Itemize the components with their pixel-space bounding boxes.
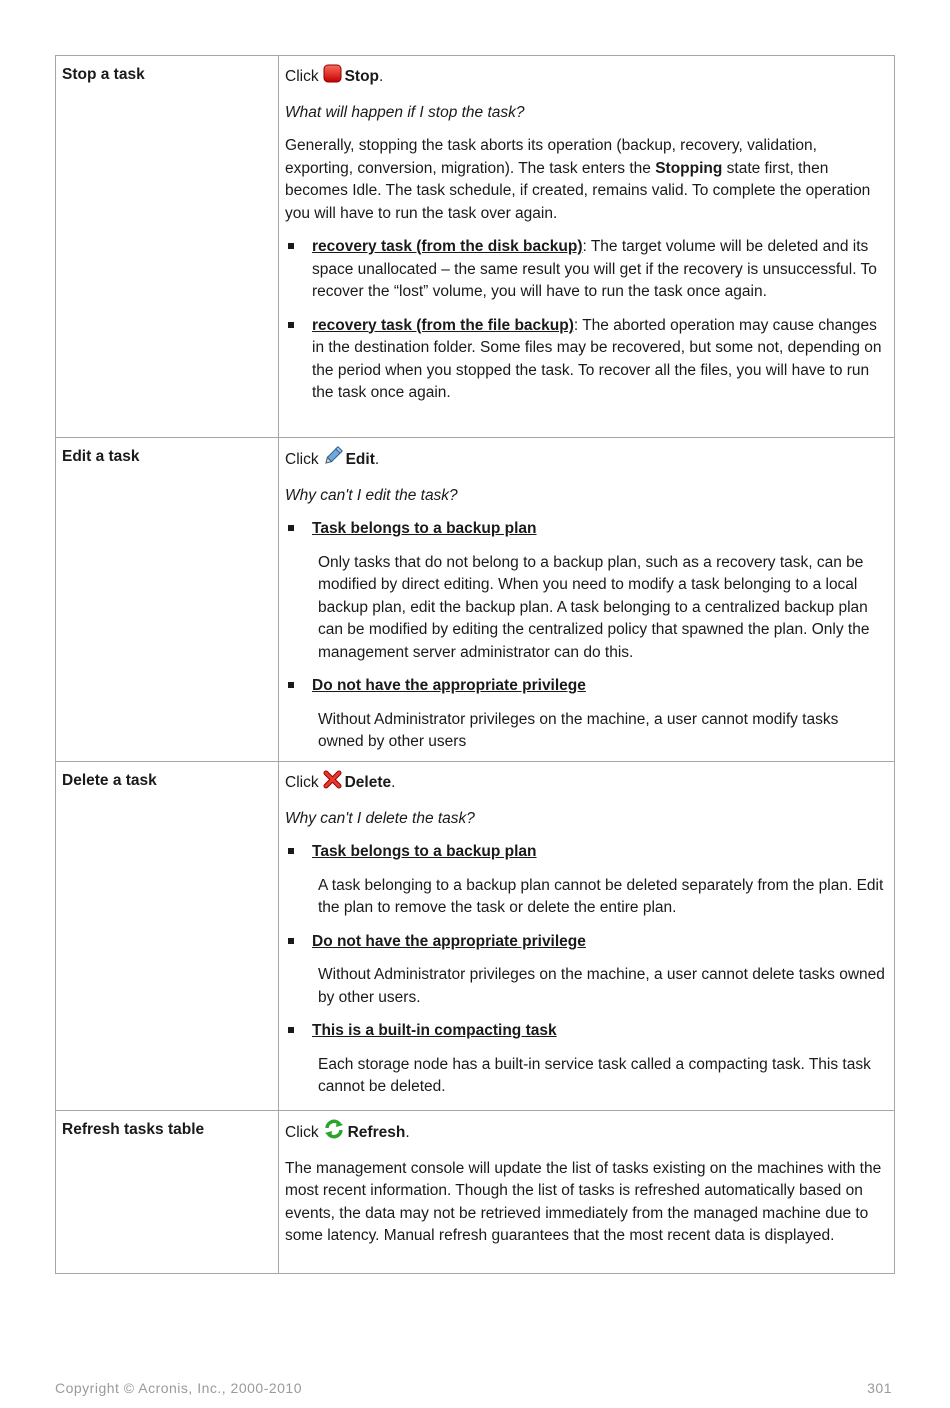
list-item: Task belongs to a backup plan xyxy=(285,518,888,541)
list-item-detail: Each storage node has a built-in service task called a compacting task. This task cannot be deleted. xyxy=(318,1055,871,1095)
action-label: Refresh tasks table xyxy=(62,1121,205,1138)
list-item-detail: A task belonging to a backup plan cannot be deleted separately from the plan. Edit the plan to remove the task or delete the entire plan. xyxy=(318,876,884,916)
list-item: recovery task (from the file backup): The aborted operation may cause changes in the destination folder. Some files may be recovered, but some not, depending on the period when you stopped the task. To recover all the files, you will have to run the task once again. xyxy=(285,315,888,405)
list-item: Do not have the appropriate privilege xyxy=(285,931,888,954)
click-instruction: Click Refresh. xyxy=(285,1119,888,1147)
action-label: Edit a task xyxy=(62,448,140,465)
task-actions-table xyxy=(55,55,895,1274)
bullet-square-icon xyxy=(288,525,294,531)
table-row-delete xyxy=(56,762,895,1111)
action-label: Delete a task xyxy=(62,772,157,789)
refresh-icon xyxy=(323,1119,345,1147)
bullet-square-icon xyxy=(288,1027,294,1033)
page-number: 301 xyxy=(867,1380,892,1396)
pencil-icon xyxy=(323,446,343,474)
list-item-detail: Without Administrator privileges on the machine, a user cannot modify tasks owned by other users xyxy=(318,710,839,750)
stop-button-label: Stop xyxy=(344,68,380,85)
refresh-button-label: Refresh xyxy=(347,1124,406,1141)
action-label: Stop a task xyxy=(62,66,145,83)
list-item: recovery task (from the disk backup): The target volume will be deleted and its space unallocated – the same result you will get if the recovery is unsuccessful. To recover the “lost” volume, you will have to run the task once again. xyxy=(285,236,888,304)
bullet-square-icon xyxy=(288,682,294,688)
bullet-square-icon xyxy=(288,938,294,944)
bullet-square-icon xyxy=(288,322,294,328)
click-instruction: Click Edit. xyxy=(285,446,888,474)
edit-button-label: Edit xyxy=(345,451,375,468)
delete-button-label: Delete xyxy=(344,774,392,791)
stop-icon xyxy=(323,64,342,91)
faq-question: Why can't I delete the task? xyxy=(285,809,475,827)
table-row-stop xyxy=(56,56,895,438)
description-paragraph: Generally, stopping the task aborts its operation (backup, recovery, validation, exporting, conversion, migration). The task enters the Stopping state first, then becomes Idle. The task schedule, if created, remains valid. To complete the operation you will have to run the task over again. xyxy=(285,137,871,222)
click-instruction: Click Delete. xyxy=(285,770,888,797)
list-item: Do not have the appropriate privilege xyxy=(285,675,888,698)
delete-x-icon xyxy=(323,770,342,797)
faq-question: Why can't I edit the task? xyxy=(285,486,458,504)
list-item-detail: Without Administrator privileges on the machine, a user cannot delete tasks owned by other users. xyxy=(318,966,885,1006)
list-item: Task belongs to a backup plan xyxy=(285,841,888,864)
table-row-edit xyxy=(56,438,895,762)
click-instruction: Click Stop. xyxy=(285,64,888,91)
faq-question: What will happen if I stop the task? xyxy=(285,103,525,121)
copyright-footer: Copyright © Acronis, Inc., 2000-2010 xyxy=(55,1380,302,1396)
description-paragraph: The management console will update the list of tasks existing on the machines with the most recent information. Though the list of tasks is refreshed automatically based on events, the data may not be retrieved immediately from the managed machine due to some latency. Manual refresh guarantees that the most recent data is displayed. xyxy=(285,1159,882,1244)
bullet-square-icon xyxy=(288,243,294,249)
list-item-detail: Only tasks that do not belong to a backup plan, such as a recovery task, can be modified by direct editing. When you need to modify a task belonging to a local backup plan, edit the backup plan. A task belonging to a centralized backup plan can be modified by editing the centralized policy that spawned the plan. Only the management server administrator can do this. xyxy=(318,553,870,661)
list-item: This is a built-in compacting task xyxy=(285,1020,888,1043)
bullet-square-icon xyxy=(288,848,294,854)
table-row-refresh xyxy=(56,1111,895,1274)
